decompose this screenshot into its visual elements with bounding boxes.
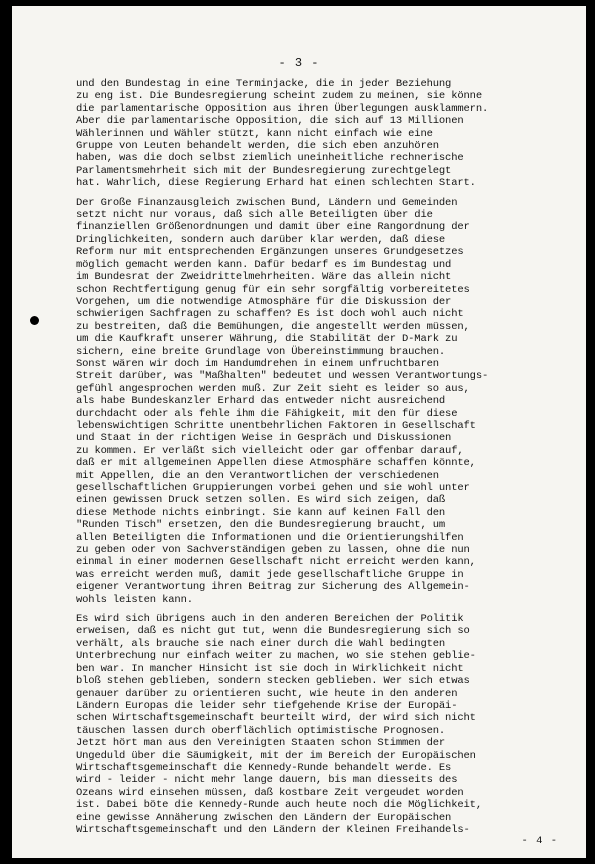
text-line: Ländern Europas die leider sehr tiefgehende Krise der Europäi- — [76, 699, 458, 712]
text-line: sichern, eine breite Grundlage von Übereinstimmung brauchen. — [76, 345, 446, 358]
document-page — [12, 6, 586, 858]
text-line: ben war. In mancher Hinsicht ist sie doch in Wirklichkeit nicht — [76, 662, 464, 675]
text-line: Unterbrechung nur einfach weiter zu machen, wo sie stehen geblie- — [76, 650, 476, 663]
text-line: Der Große Finanzausgleich zwischen Bund, Ländern und Gemeinden — [76, 196, 458, 209]
text-line: schon Rechtfertigung genug für ein sehr sorgfältig vorbereitetes — [76, 283, 470, 296]
text-line: Sonst wären wir doch im Handumdrehen in einem unfruchtbaren — [76, 357, 439, 370]
text-line: Parlamentsmehrheit sich mit der Bundesregierung zurechtgelegt — [76, 164, 452, 177]
text-line: eigener Verantwortung ihren Beitrag zur Sicherung des Allgemein- — [76, 581, 470, 594]
text-line: schen Wirtschaftsgemeinschaft beurteilt wird, der wird sich nicht — [76, 712, 476, 725]
text-line: erweisen, daß es nicht gut tut, wenn die Bundesregierung sich so — [76, 625, 470, 638]
text-line: Reform nur mit entsprechenden Ergänzungen unseres Grundgesetzes — [76, 246, 464, 259]
text-line: zu bestreiten, daß die Bemühungen, die angestellt werden müssen, — [76, 320, 470, 333]
text-line: Wählerinnen und Wähler stützt, kann nicht einfach wie eine — [76, 127, 433, 140]
text-line: wohls leisten kann. — [76, 593, 193, 606]
text-line: durchdacht oder als fehle ihm die Fähigkeit, mit den für diese — [76, 407, 458, 420]
text-line: schwierigen Sachfragen zu schaffen? Es ist doch wohl auch nicht — [76, 308, 464, 321]
text-line: bloß stehen geblieben, sondern stecken geblieben. Wer sich etwas — [76, 675, 470, 688]
text-line: und Staat in der richtigen Weise in Gespräch und Diskussionen — [76, 432, 452, 445]
text-line: eine gewisse Annäherung zwischen den Ländern der Europäischen — [76, 811, 452, 824]
text-line: einmal in einer modernen Gesellschaft nicht erreicht werden kann, — [76, 556, 476, 569]
text-line: mit Appellen, die an den Verantwortlichen der verschiedenen — [76, 469, 439, 482]
text-line: einen gewissen Druck setzen sollen. Es wird sich zeigen, daß — [76, 494, 446, 507]
text-line: die parlamentarische Opposition aus ihren Überlegungen ausklammern. — [76, 102, 489, 115]
text-line: gesellschaftlichen Gruppierungen vorbei gehen und sie wohl unter — [76, 482, 470, 494]
document-body — [76, 78, 556, 843]
text-line: zu kommen. Er verläßt sich vielleicht oder gar offenbar darauf, — [76, 444, 464, 457]
text-line: Ungeduld über die Säumigkeit, mit der im Bereich der Europäischen — [76, 749, 476, 762]
text-line: gefühl angesprochen werden muß. Zur Zeit sieht es leider so aus, — [76, 382, 470, 395]
text-line: allen Beteiligten die Informationen und die Orientierungshilfen — [76, 531, 464, 544]
punch-hole-mark — [30, 316, 39, 325]
text-line: Ozeans wird einsehen müssen, daß kostbare Zeit vergeudet worden — [76, 786, 464, 799]
page-number: - 3 - — [278, 56, 320, 70]
text-line: möglich gemacht werden kann. Dafür bedarf es im Bundestag und — [76, 258, 452, 271]
text-line: setzt nicht nur voraus, daß sich alle Beteiligten über die — [76, 209, 433, 222]
text-line: was erreicht werden muß, damit jede gesellschaftliche Gruppe in — [76, 568, 464, 581]
text-line: Vorgehen, um die notwendige Atmosphäre für die Diskussion der — [76, 295, 452, 308]
paragraph — [76, 613, 556, 836]
text-line: zu eng ist. Die Bundesregierung scheint zudem zu meinen, sie könne — [76, 90, 482, 103]
text-line: Gruppe von Leuten behandelt werden, die sich eben anzuhören — [76, 140, 439, 153]
text-line: diese Methode nichts einbringt. Sie kann auf keinen Fall den — [76, 506, 446, 519]
text-line: um die Kaufkraft unserer Währung, die Stabilität der D-Mark zu — [76, 333, 458, 346]
text-line: zu geben oder von Sachverständigen geben zu lassen, ohne die nun — [76, 544, 470, 557]
text-line: wird - leider - nicht mehr lange dauern, bis man diesseits des — [76, 774, 458, 787]
text-line: finanziellen Größenordnungen und damit über eine Rangordnung der — [76, 221, 470, 234]
text-line: ist. Dabei böte die Kennedy-Runde auch heute noch die Möglichkeit, — [76, 799, 482, 812]
text-line: genauer darüber zu orientieren sucht, wie heute in den anderen — [76, 687, 458, 700]
text-line: Streit darüber, was "Maßhalten" bedeutet und wessen Verantwortungs- — [76, 370, 489, 383]
text-line: hat. Wahrlich, diese Regierung Erhard hat einen schlechten Start. — [76, 177, 476, 190]
text-line: lebenswichtigen Schritte unentbehrlichen Faktoren in Gesellschaft — [76, 419, 476, 432]
text-line: als habe Bundeskanzler Erhard das entweder nicht ausreichend — [76, 395, 446, 408]
text-line: im Bundesrat der Zweidrittelmehrheiten. Wäre das allein nicht — [76, 271, 452, 284]
text-line: Dringlichkeiten, sondern auch darüber klar werden, daß diese — [76, 233, 446, 246]
text-line: Wirtschaftsgemeinschaft und den Ländern der Kleinen Freihandels- — [76, 823, 470, 836]
continuation-marker: - 4 - — [521, 835, 558, 847]
text-line: Aber die parlamentarische Opposition, die sich auf 13 Millionen — [76, 115, 464, 128]
paragraph — [76, 78, 556, 190]
text-line: verhält, als brauche sie nach einer durch die Wahl bedingten — [76, 637, 446, 650]
text-line: Es wird sich übrigens auch in den anderen Bereichen der Politik — [76, 613, 464, 626]
text-line: und den Bundestag in eine Terminjacke, die in jeder Beziehung — [76, 78, 452, 90]
text-line: daß er mit allgemeinen Appellen diese Atmosphäre schaffen könnte, — [76, 457, 476, 470]
text-line: "Runden Tisch" ersetzen, den die Bundesregierung braucht, um — [76, 519, 446, 532]
text-line: haben, was die doch selbst ziemlich uneinheitliche rechnerische — [76, 152, 464, 165]
paragraph — [76, 197, 556, 606]
text-line: täuschen lassen durch oberflächlich optimistische Prognosen. — [76, 724, 446, 737]
text-line: Jetzt hört man aus den Vereinigten Staaten schon Stimmen der — [76, 737, 446, 750]
text-line: Wirtschaftsgemeinschaft die Kennedy-Runde behandelt werde. Es — [76, 761, 452, 774]
